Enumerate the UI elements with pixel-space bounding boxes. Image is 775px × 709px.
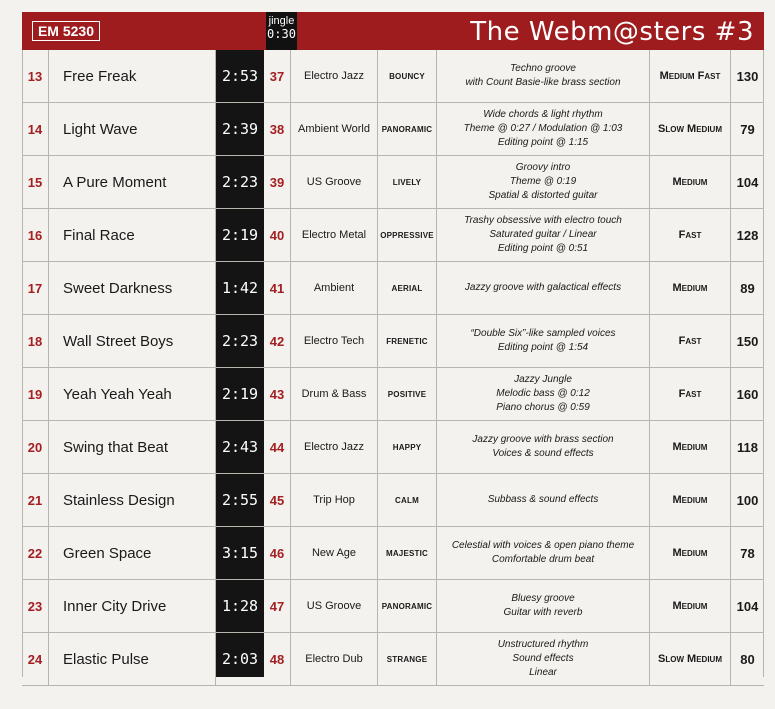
cd-track-number: 45	[264, 474, 291, 526]
track-name: Sweet Darkness	[49, 262, 216, 314]
catalog-badge: EM 5230	[32, 21, 100, 41]
track-mood: PANORAMIC	[378, 580, 437, 632]
track-tempo: Slow Medium	[650, 103, 731, 155]
description-line: Sound effects	[512, 653, 574, 664]
description-line: Wide chords & light rhythm	[483, 109, 603, 120]
track-name: Swing that Beat	[49, 421, 216, 473]
track-row	[22, 103, 764, 156]
track-style: Electro Metal	[291, 209, 378, 261]
track-tempo: Medium	[650, 527, 731, 579]
cd-track-number: 48	[264, 633, 291, 685]
track-row	[22, 421, 764, 474]
description-line: Jazzy Jungle	[514, 374, 572, 385]
description-line: Groovy intro	[515, 162, 571, 173]
jingle-time: 0:30	[267, 27, 296, 41]
track-description	[437, 315, 650, 367]
track-description	[437, 50, 650, 102]
track-name: A Pure Moment	[49, 156, 216, 208]
track-style: Ambient World	[291, 103, 378, 155]
track-description	[437, 209, 650, 261]
track-style: Ambient	[291, 262, 378, 314]
track-number: 14	[22, 103, 49, 155]
cd-track-number: 43	[264, 368, 291, 420]
track-bpm: 160	[736, 386, 759, 402]
track-number: 17	[22, 262, 49, 314]
track-mood: MAJESTIC	[378, 527, 437, 579]
track-style: Electro Jazz	[291, 421, 378, 473]
track-number: 21	[22, 474, 49, 526]
track-description	[437, 156, 650, 208]
track-description	[437, 262, 650, 314]
track-row	[22, 50, 764, 103]
track-row	[22, 633, 764, 686]
description-line: Guitar with reverb	[503, 607, 583, 618]
track-row	[22, 527, 764, 580]
track-style: Electro Jazz	[291, 50, 378, 102]
track-bpm: 104	[736, 174, 759, 190]
track-tempo: Medium	[650, 156, 731, 208]
track-description	[437, 580, 650, 632]
cd-track-number: 42	[264, 315, 291, 367]
track-number: 20	[22, 421, 49, 473]
track-number: 23	[22, 580, 49, 632]
track-mood: CALM	[378, 474, 437, 526]
description-line: Linear	[529, 667, 557, 678]
description-line: Piano chorus @ 0:59	[496, 402, 590, 413]
description-line: Bluesy groove	[511, 593, 575, 604]
track-bpm: 150	[736, 333, 759, 349]
track-style: US Groove	[291, 580, 378, 632]
track-description	[437, 421, 650, 473]
header-bar	[22, 12, 764, 50]
track-name: Stainless Design	[49, 474, 216, 526]
track-name: Inner City Drive	[49, 580, 216, 632]
track-description	[437, 633, 650, 685]
track-duration: 3:15	[221, 544, 259, 562]
track-number: 22	[22, 527, 49, 579]
description-line: Theme @ 0:19	[509, 176, 577, 187]
cd-track-number: 46	[264, 527, 291, 579]
track-mood: HAPPY	[378, 421, 437, 473]
description-line: with Count Basie-like brass section	[465, 77, 621, 88]
description-line: Saturated guitar / Linear	[489, 229, 597, 240]
track-duration: 1:42	[221, 279, 259, 297]
track-row	[22, 315, 764, 368]
track-style: Trip Hop	[291, 474, 378, 526]
description-line: Celestial with voices & open piano theme	[451, 540, 635, 551]
track-duration: 2:03	[221, 650, 259, 668]
track-duration: 2:39	[221, 120, 259, 138]
description-line: Editing point @ 1:54	[497, 342, 589, 353]
description-line: Comfortable drum beat	[491, 554, 595, 565]
track-duration: 2:19	[221, 385, 259, 403]
track-name: Light Wave	[49, 103, 216, 155]
track-row	[22, 156, 764, 209]
track-description	[437, 527, 650, 579]
description-line: Editing point @ 1:15	[497, 137, 589, 148]
track-duration: 2:19	[221, 226, 259, 244]
track-row	[22, 209, 764, 262]
track-tempo: Medium	[650, 262, 731, 314]
track-tempo: Fast	[650, 368, 731, 420]
track-style: New Age	[291, 527, 378, 579]
track-tempo: Fast	[650, 209, 731, 261]
cd-track-number: 44	[264, 421, 291, 473]
track-duration: 2:43	[221, 438, 259, 456]
track-description	[437, 368, 650, 420]
track-number: 15	[22, 156, 49, 208]
track-mood: POSITIVE	[378, 368, 437, 420]
track-tempo: Medium	[650, 474, 731, 526]
track-number: 16	[22, 209, 49, 261]
track-mood: FRENETIC	[378, 315, 437, 367]
track-bpm: 130	[736, 68, 759, 84]
track-tempo: Medium Fast	[650, 50, 731, 102]
cd-track-number: 47	[264, 580, 291, 632]
track-description	[437, 103, 650, 155]
description-line: Techno groove	[510, 63, 576, 74]
jingle-label: jingle	[268, 15, 295, 27]
track-table	[22, 50, 764, 686]
track-name: Yeah Yeah Yeah	[49, 368, 216, 420]
track-mood: OPPRESSIVE	[378, 209, 437, 261]
track-duration: 2:23	[221, 332, 259, 350]
track-name: Final Race	[49, 209, 216, 261]
track-mood: LIVELY	[378, 156, 437, 208]
track-description	[437, 474, 650, 526]
track-bpm: 128	[736, 227, 759, 243]
track-duration: 2:53	[221, 67, 259, 85]
track-name: Green Space	[49, 527, 216, 579]
track-name: Free Freak	[49, 50, 216, 102]
track-tempo: Medium	[650, 421, 731, 473]
track-row	[22, 262, 764, 315]
track-row	[22, 580, 764, 633]
cd-track-number: 40	[264, 209, 291, 261]
track-style: Drum & Bass	[291, 368, 378, 420]
description-line: Melodic bass @ 0:12	[496, 388, 590, 399]
cd-track-number: 41	[264, 262, 291, 314]
description-line: Unstructured rhythm	[497, 639, 589, 650]
cd-track-number: 38	[264, 103, 291, 155]
track-mood: PANORAMIC	[378, 103, 437, 155]
cd-track-number: 39	[264, 156, 291, 208]
track-number: 19	[22, 368, 49, 420]
track-style: US Groove	[291, 156, 378, 208]
description-line: Editing point @ 0:51	[497, 243, 589, 254]
track-duration: 2:55	[221, 491, 259, 509]
track-bpm: 89	[740, 280, 755, 296]
track-row	[22, 368, 764, 421]
track-bpm: 79	[740, 121, 755, 137]
track-bpm: 78	[740, 545, 755, 561]
description-line: Spatial & distorted guitar	[488, 190, 598, 201]
track-bpm: 118	[737, 439, 758, 455]
description-line: Jazzy groove with brass section	[472, 434, 614, 445]
track-tempo: Medium	[650, 580, 731, 632]
track-bpm: 104	[736, 598, 759, 614]
track-number: 18	[22, 315, 49, 367]
track-tempo: Fast	[650, 315, 731, 367]
track-number: 13	[22, 50, 49, 102]
track-tempo: Slow Medium	[650, 633, 731, 685]
album-title: The Webm@sters #3	[470, 17, 754, 47]
description-line: “Double Six”-like sampled voices	[470, 328, 616, 339]
track-style: Electro Dub	[291, 633, 378, 685]
track-name: Wall Street Boys	[49, 315, 216, 367]
cd-track-number: 37	[264, 50, 291, 102]
description-line: Jazzy groove with galactical effects	[464, 282, 622, 293]
track-number: 24	[22, 633, 49, 685]
track-bpm: 100	[736, 492, 759, 508]
track-row	[22, 474, 764, 527]
description-line: Voices & sound effects	[492, 448, 594, 459]
track-name: Elastic Pulse	[49, 633, 216, 685]
track-style: Electro Tech	[291, 315, 378, 367]
track-bpm: 80	[740, 651, 755, 667]
track-mood: AERIAL	[378, 262, 437, 314]
track-duration: 2:23	[221, 173, 259, 191]
track-duration: 1:28	[221, 597, 259, 615]
description-line: Subbass & sound effects	[487, 494, 599, 505]
description-line: Theme @ 0:27 / Modulation @ 1:03	[463, 123, 623, 134]
description-line: Trashy obsessive with electro touch	[464, 215, 622, 226]
track-mood: STRANGE	[378, 633, 437, 685]
track-mood: BOUNCY	[378, 50, 437, 102]
jingle-box	[266, 12, 297, 50]
